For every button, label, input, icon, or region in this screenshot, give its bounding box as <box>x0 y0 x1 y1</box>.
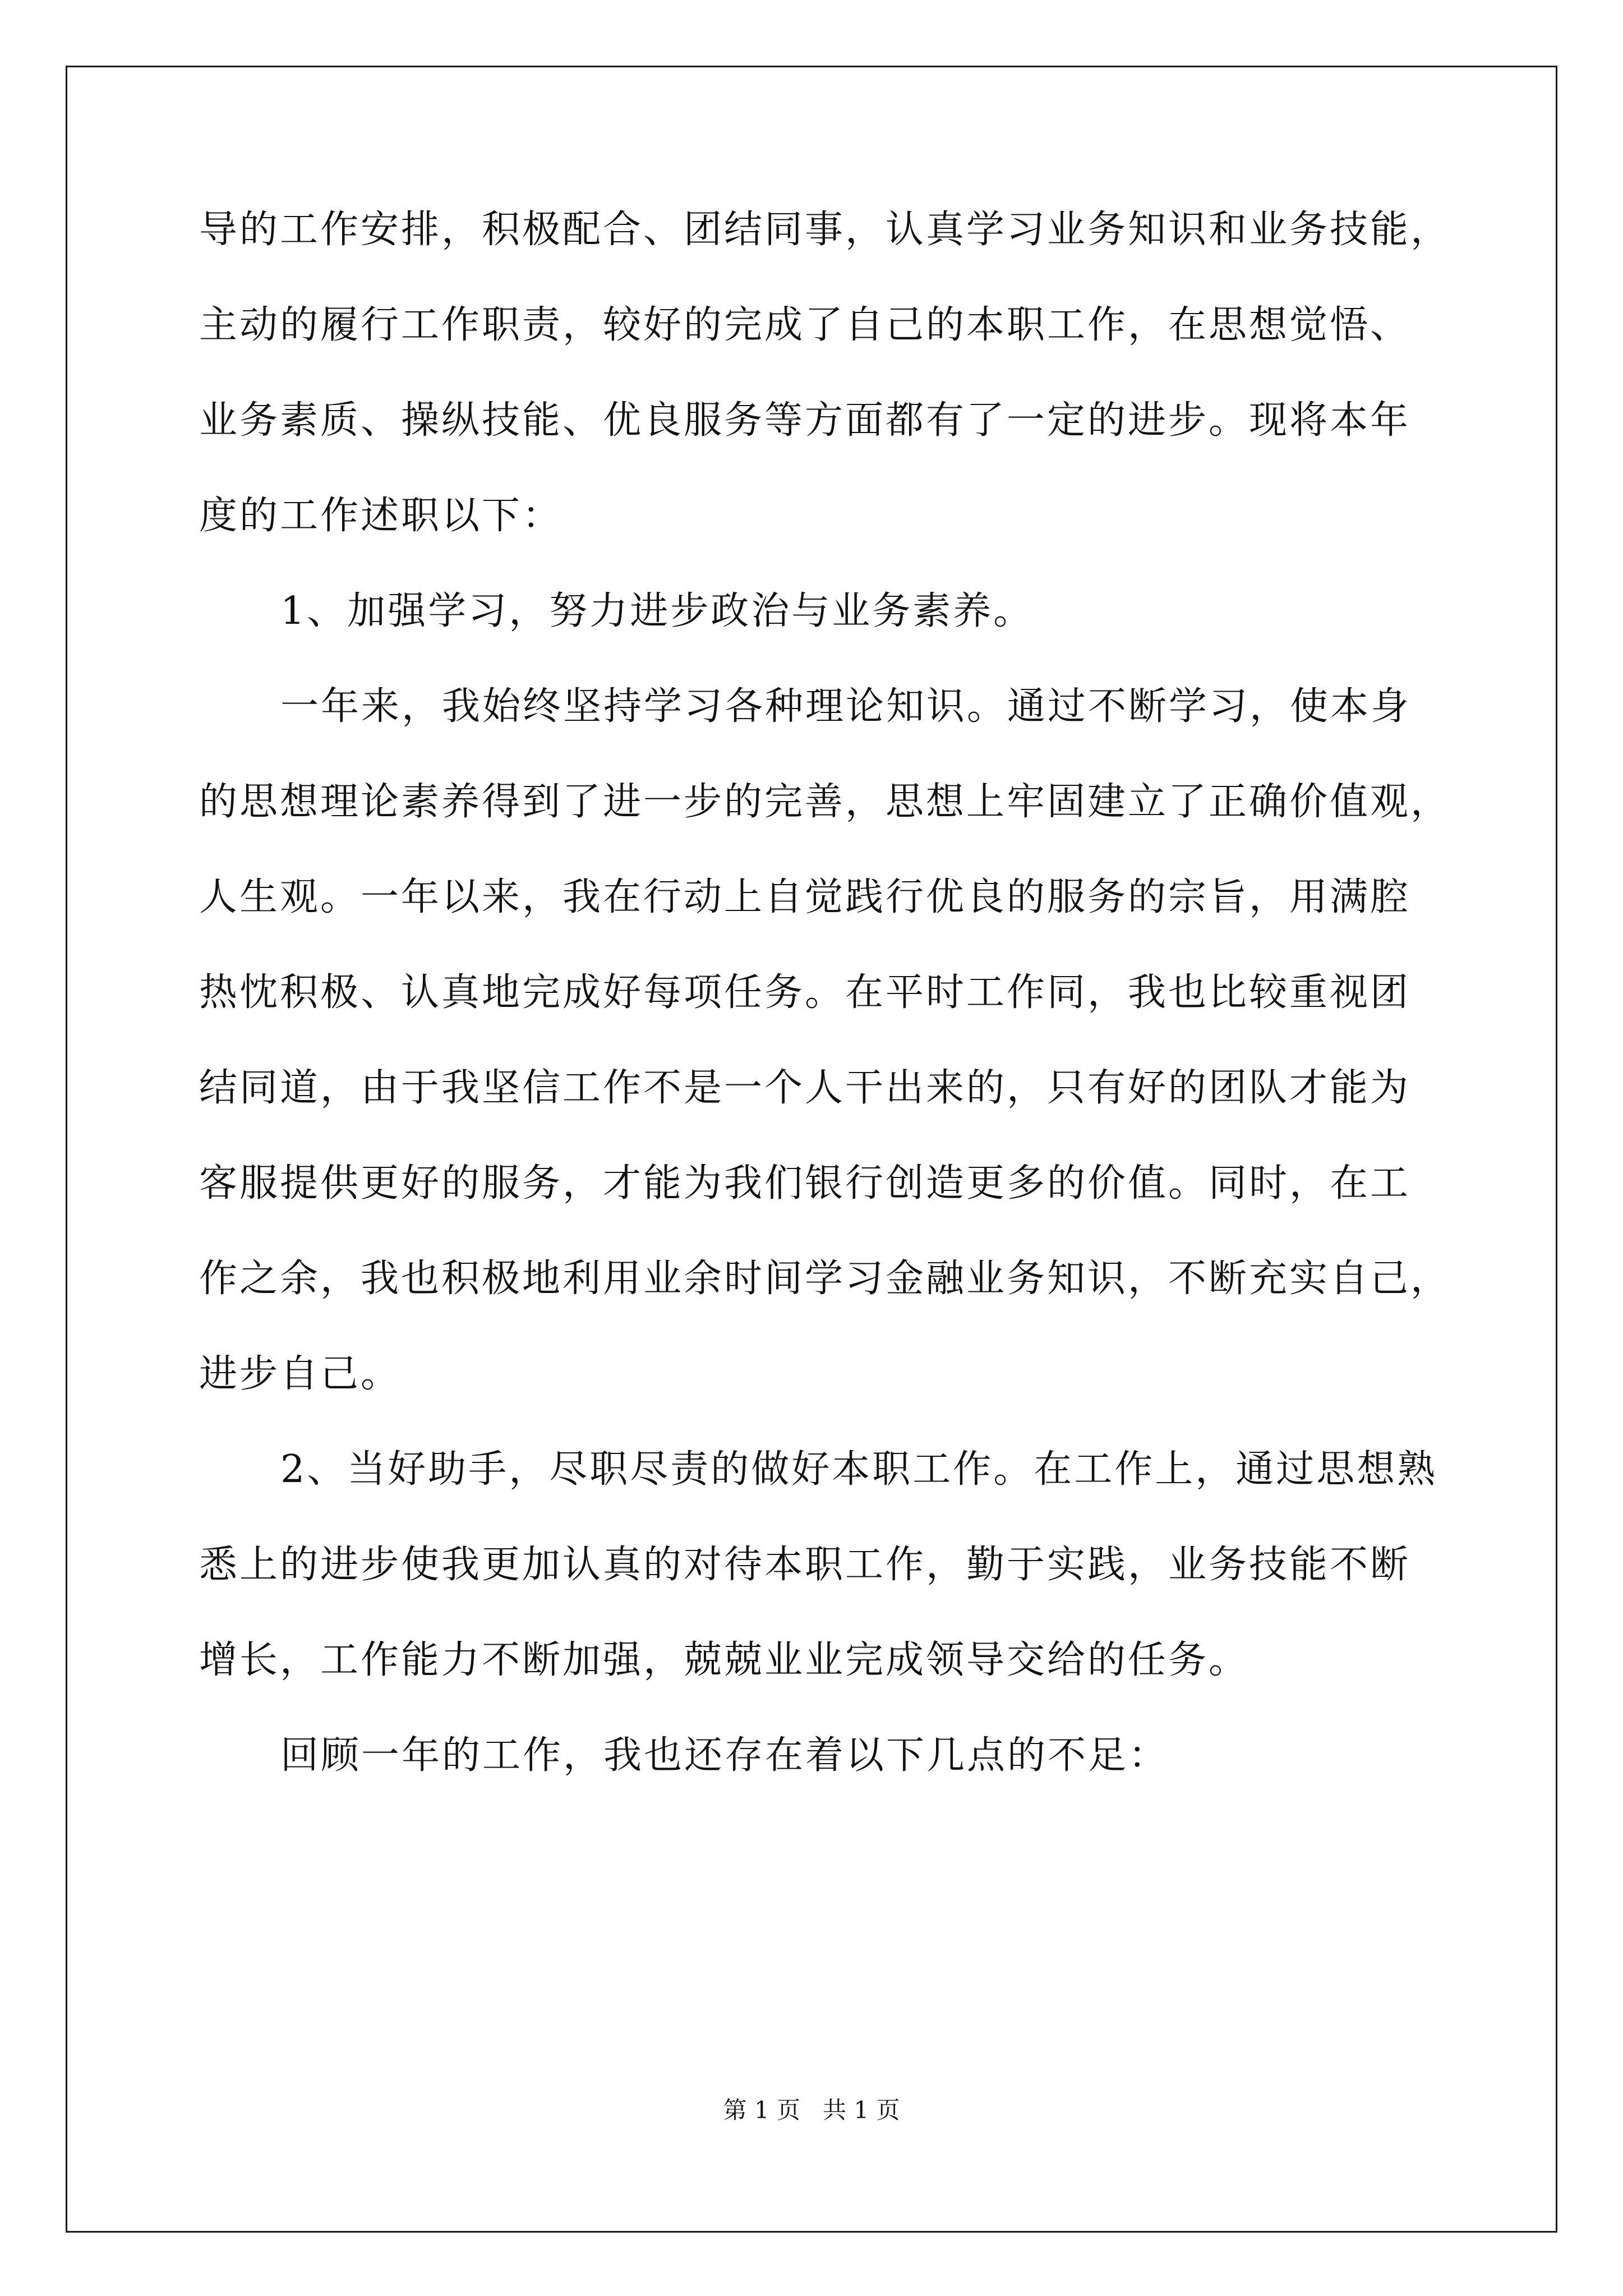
text-line: 度的工作述职以下： <box>199 494 563 538</box>
text-line: 进步自己。 <box>199 1352 402 1396</box>
text-line: 作之余，我也积极地利用业余时间学习金融业务知识，不断充实自己， <box>199 1257 1451 1301</box>
text-line: 一年来，我始终坚持学习各种理论知识。通过不断学习，使本身 <box>280 684 1412 729</box>
text-line: 业务素质、操纵技能、优良服务等方面都有了一定的进步。现将本年 <box>199 398 1411 443</box>
text-line: 客服提供更好的服务，才能为我们银行创造更多的价值。同时，在工 <box>199 1161 1411 1205</box>
text-line: 的思想理论素养得到了进一步的完善，思想上牢固建立了正确价值观， <box>199 780 1451 824</box>
page-number-footer: 第 1 页 共 1 页 <box>723 2096 900 2124</box>
text-line: 回顾一年的工作，我也还存在着以下几点的不足： <box>280 1733 1169 1778</box>
text-line: 导的工作安排，积极配合、团结同事，认真学习业务知识和业务技能， <box>199 208 1451 252</box>
paragraph-heading: 2、当好助手，尽职尽责的做好本职工作。在工作上，通过思想熟 <box>280 1447 1438 1492</box>
page-border <box>66 66 1557 2233</box>
text-line: 结同道，由于我坚信工作不是一个人干出来的，只有好的团队才能为 <box>199 1066 1411 1110</box>
text-line: 主动的履行工作职责，较好的完成了自己的本职工作，在思想觉悟、 <box>199 303 1411 347</box>
text-line: 增长，工作能力不断加强，兢兢业业完成领导交给的任务。 <box>199 1638 1249 1682</box>
paragraph-heading: 1、加强学习，努力进步政治与业务素养。 <box>280 589 1034 633</box>
text-line: 人生观。一年以来，我在行动上自觉践行优良的服务的宗旨，用满腔 <box>199 875 1411 919</box>
text-line: 悉上的进步使我更加认真的对待本职工作，勤于实践，业务技能不断 <box>199 1543 1411 1587</box>
text-line: 热忱积极、认真地完成好每项任务。在平时工作同，我也比较重视团 <box>199 970 1411 1015</box>
